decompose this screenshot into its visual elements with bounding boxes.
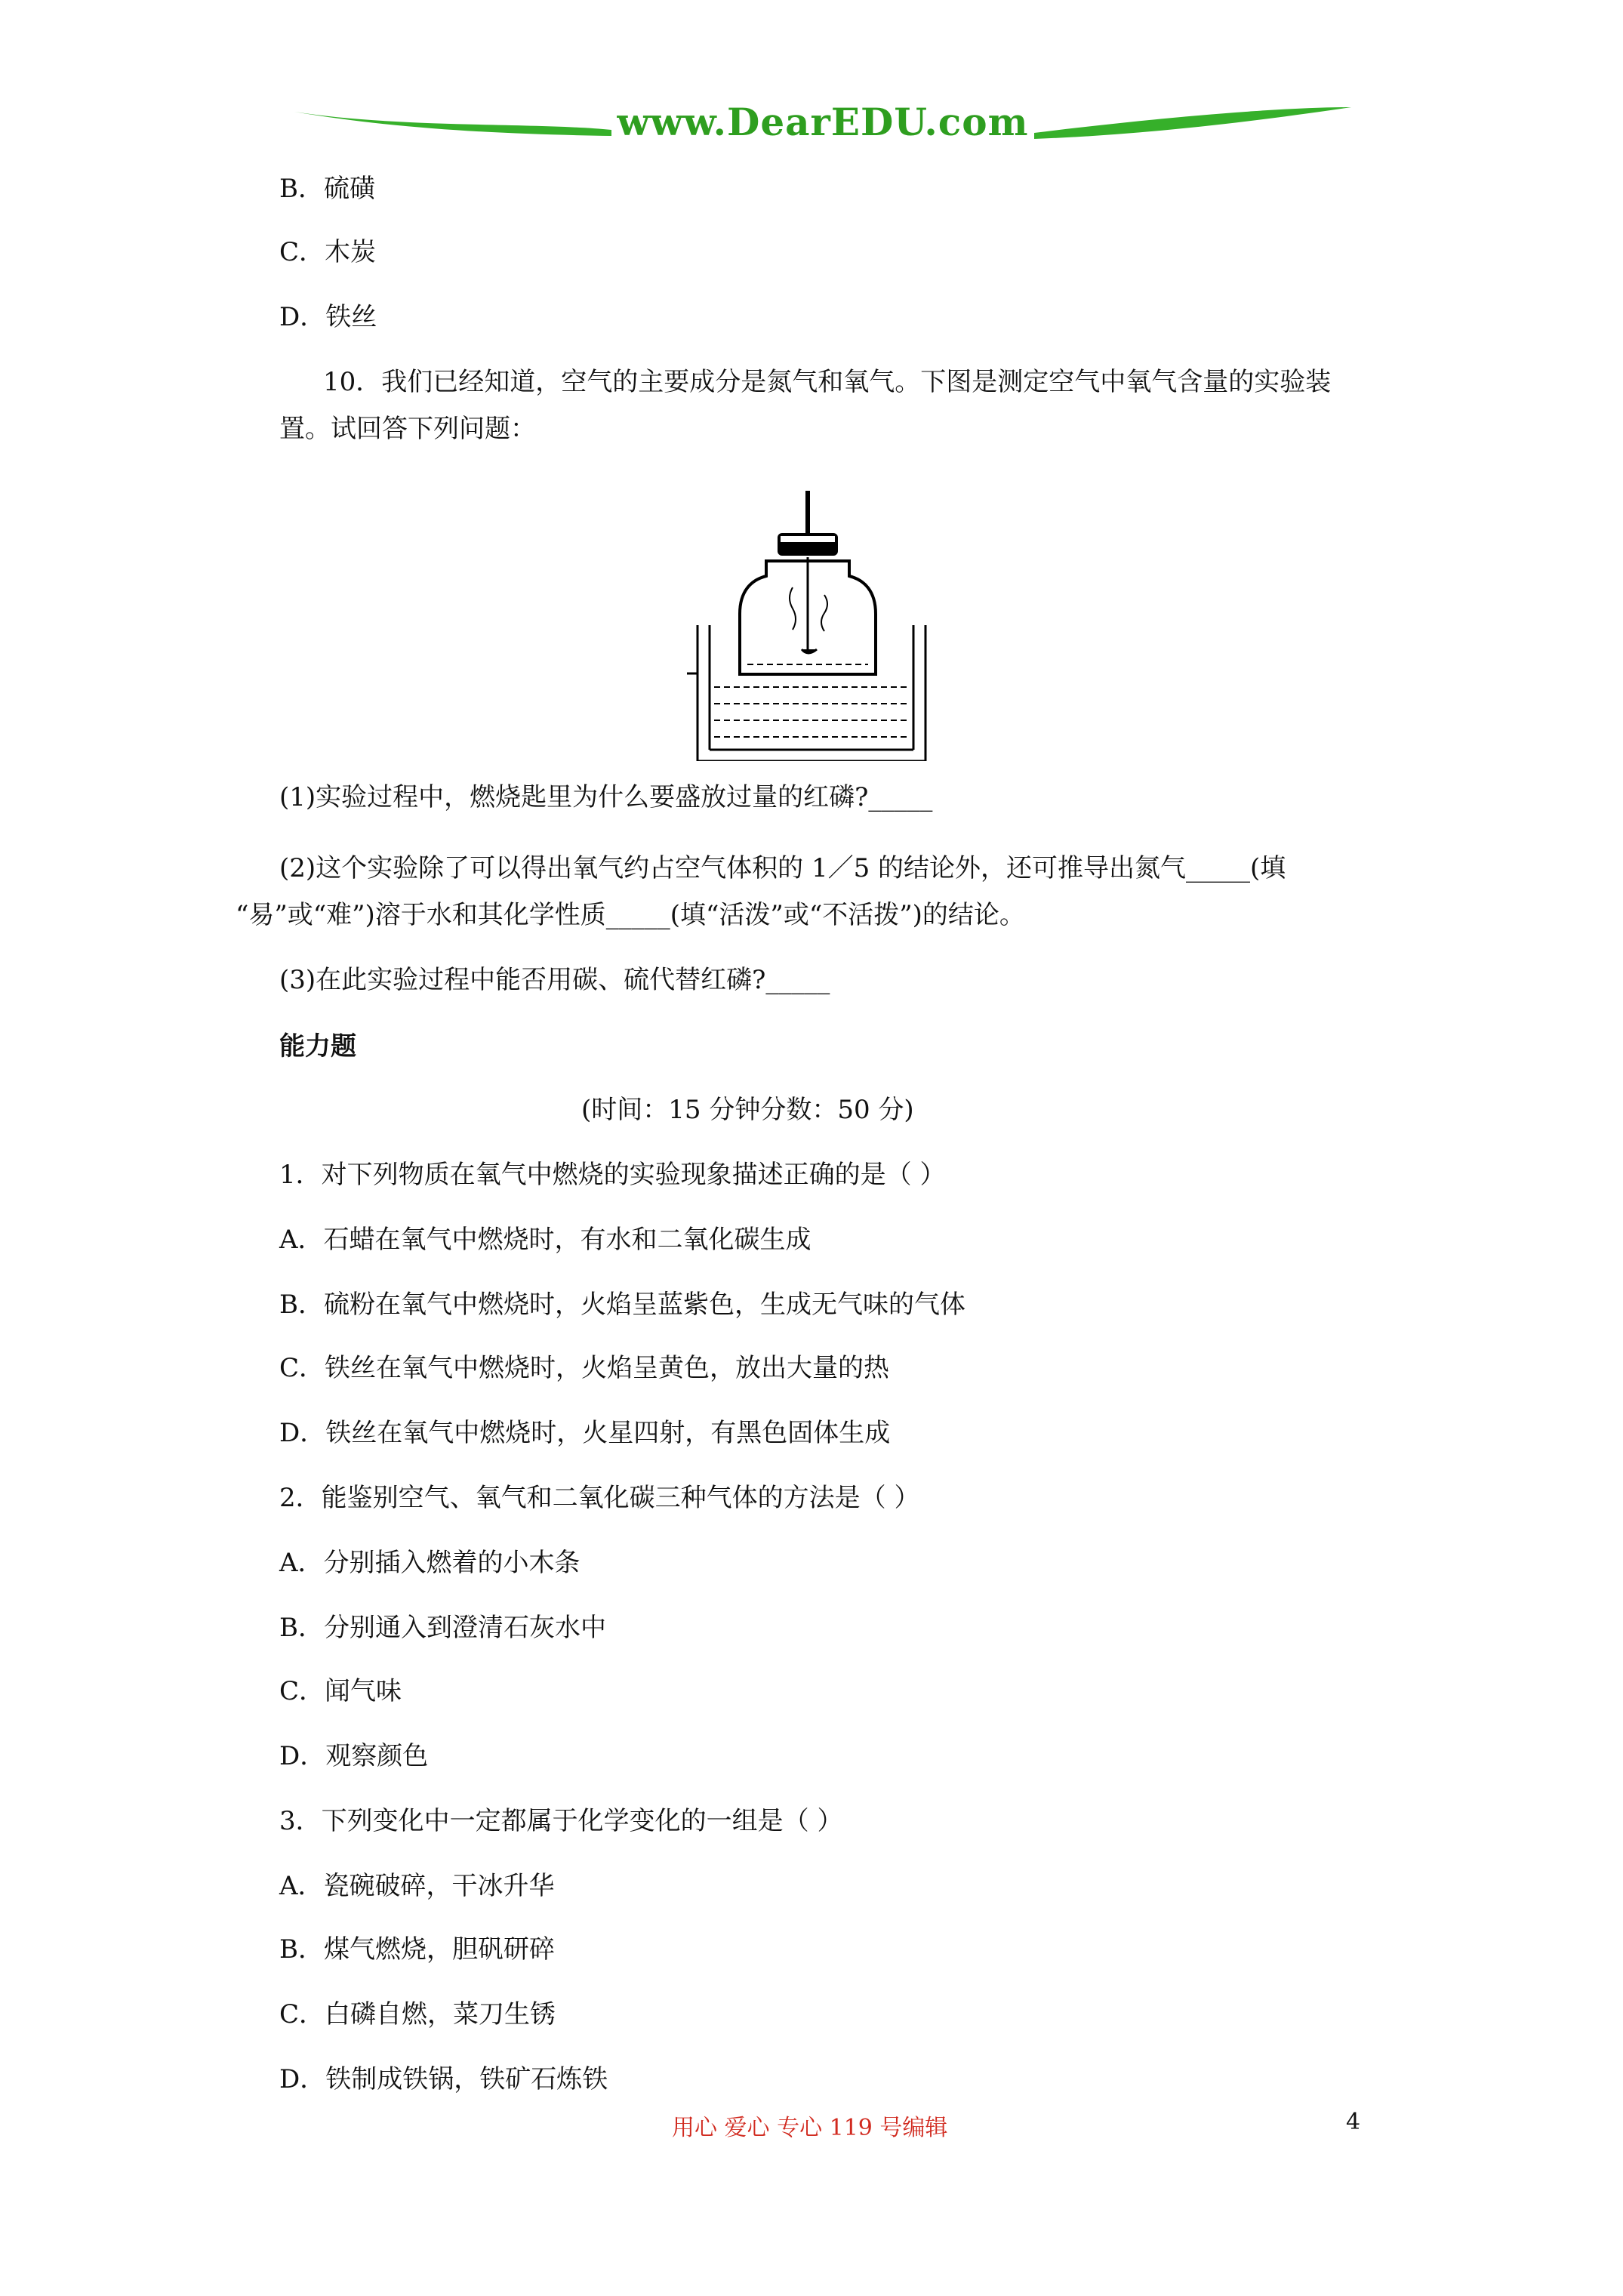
page-footer [0,2109,1623,2147]
oxygen-experiment-figure [687,489,936,761]
question-2-option-d: D．观察颜色 [279,1741,429,1771]
question-1-option-d: D．铁丝在氧气中燃烧时，火星四射，有黑色固体生成 [279,1418,891,1448]
question-3-option-d: D．铁制成铁锅，铁矿石炼铁 [279,2064,608,2094]
footer-slogan: 用心 爱心 专心 119 号编辑 [672,2115,948,2141]
sub-question-1: (1)实验过程中，燃烧匙里为什么要盛放过量的红磷?_____ [279,782,933,812]
question-10-line-2: 置。试回答下列问题： [279,414,536,444]
time-score-note: (时间：15 分钟分数：50 分) [581,1095,914,1125]
sub-question-3: (3)在此实验过程中能否用碳、硫代替红磷?_____ [279,965,830,995]
section-title: 能力题 [279,1031,356,1062]
question-1-option-b: B．硫粉在氧气中燃烧时，火焰呈蓝紫色，生成无气味的气体 [279,1290,965,1320]
question-2-option-c: C．闻气味 [279,1676,402,1706]
question-3: 3．下列变化中一定都属于化学变化的一组是（ ） [279,1806,843,1836]
sub-question-2-line-1: (2)这个实验除了可以得出氧气约占空气体积的 1／5 的结论外，还可推导出氮气_____(填 [279,853,1286,883]
question-2-option-b: B．分别通入到澄清石灰水中 [279,1613,606,1643]
question-1-option-c: C．铁丝在氧气中燃烧时，火焰呈黄色，放出大量的热 [279,1353,890,1383]
option-b-sulfur: B．硫磺 [279,174,375,204]
option-c-charcoal: C．木炭 [279,237,377,267]
question-3-option-c: C．白磷自燃，菜刀生锈 [279,1999,556,2029]
sub-question-2-line-2: “易”或“难”)溶于水和其化学性质_____(填“活泼”或“不活拨”)的结论。 [236,900,1025,930]
question-1-option-a: A．石蜡在氧气中燃烧时，有水和二氧化碳生成 [279,1225,812,1255]
site-logo[interactable]: www.DearEDU.com [617,100,1029,144]
page-number: 4 [1346,2109,1361,2135]
question-2: 2．能鉴别空气、氧气和二氧化碳三种气体的方法是（ ） [279,1483,920,1513]
question-2-option-a: A．分别插入燃着的小木条 [279,1548,581,1578]
question-3-option-b: B．煤气燃烧，胆矾研碎 [279,1934,555,1965]
question-1: 1．对下列物质在氧气中燃烧的实验现象描述正确的是（ ） [279,1160,946,1190]
site-header [287,91,1359,159]
option-d-iron-wire: D．铁丝 [279,302,377,332]
question-3-option-a: A．瓷碗破碎，干冰升华 [279,1871,555,1901]
question-10-line-1: 10．我们已经知道，空气的主要成分是氮气和氧气。下图是测定空气中氧气含量的实验装 [323,367,1332,397]
